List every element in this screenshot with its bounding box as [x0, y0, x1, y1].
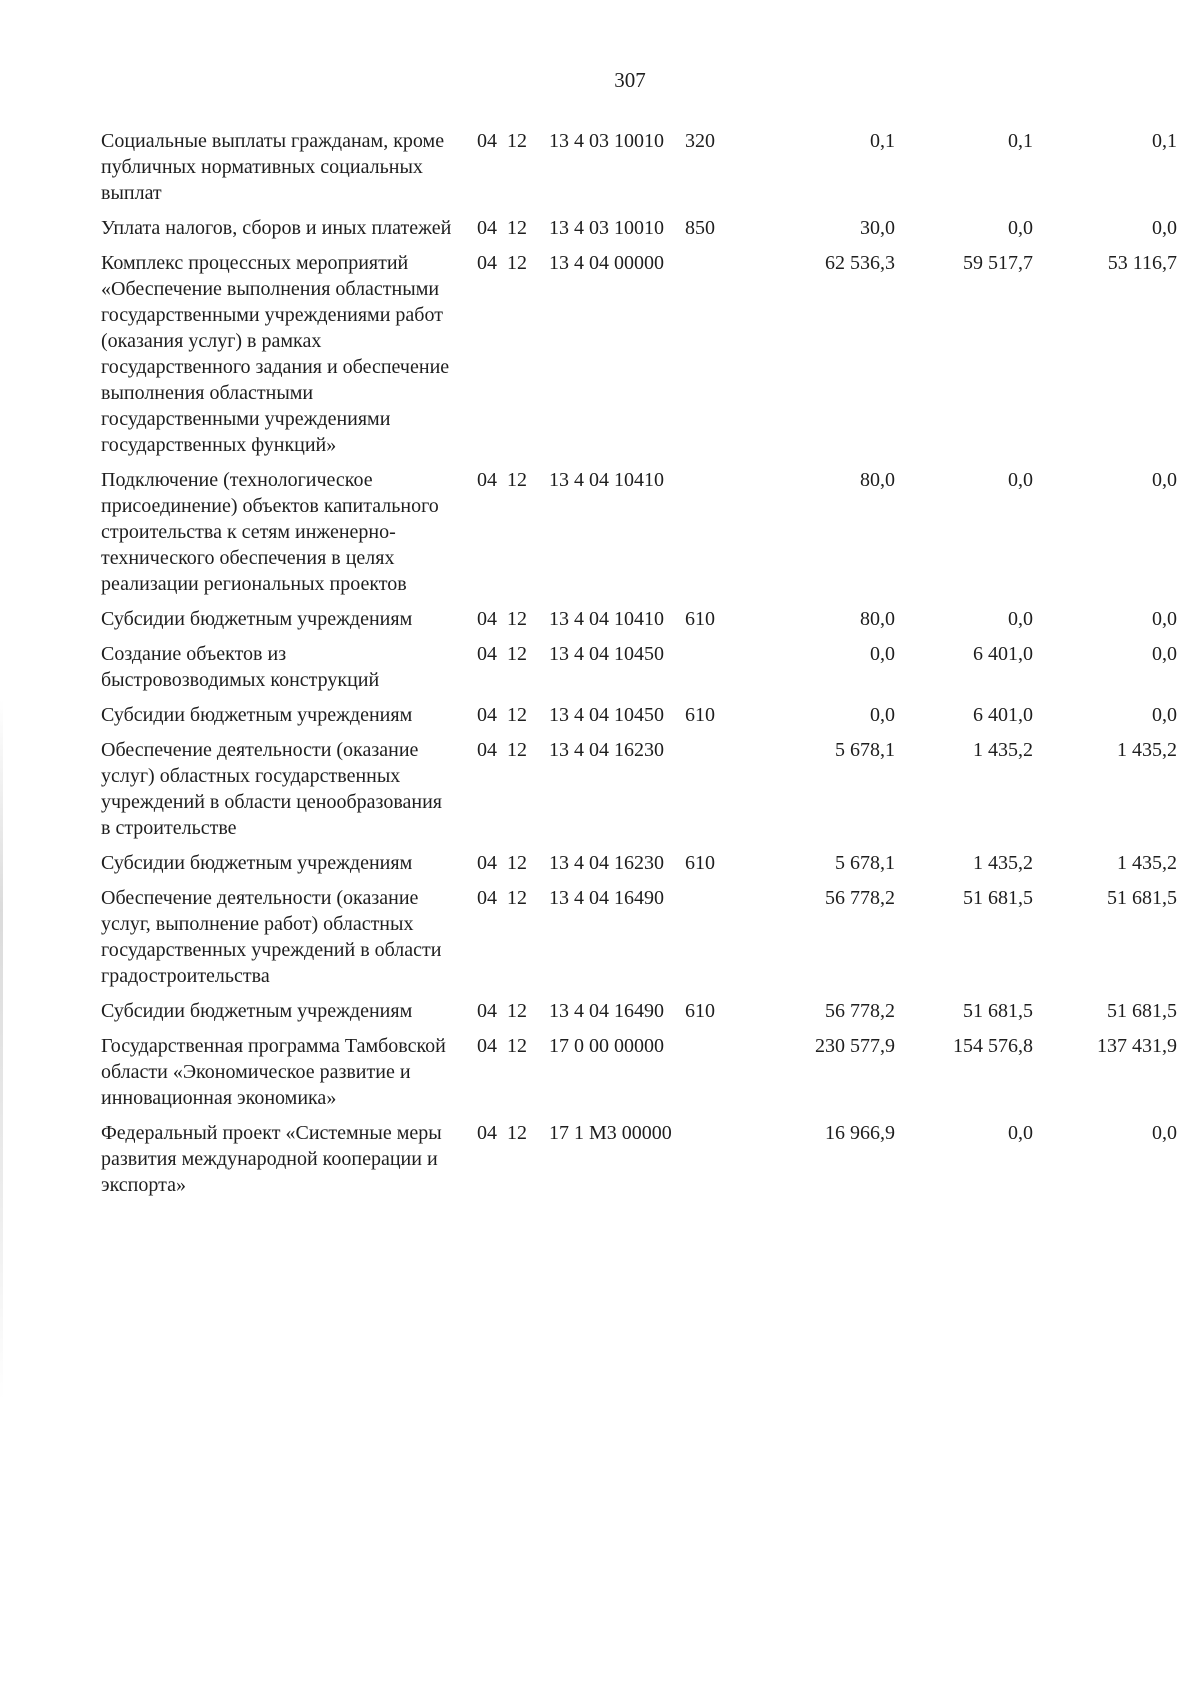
table-row — [101, 250, 1177, 467]
table-row — [101, 215, 1177, 250]
row-name: Социальные выплаты гражданам, кроме публичных нормативных социальных выплат — [101, 130, 445, 204]
subsection-code: 12 — [507, 1035, 527, 1057]
amount-year-2: 0,0 — [1008, 608, 1033, 630]
expense-type-code — [685, 1033, 755, 1120]
section-code: 04 — [477, 1000, 497, 1022]
table-row — [101, 1120, 1177, 1207]
expense-type-code: 320 — [685, 130, 715, 152]
amount-year-2: 51 681,5 — [963, 1000, 1033, 1022]
target-article-code: 13 4 03 10010 — [549, 217, 664, 239]
target-article-code: 13 4 04 10410 — [549, 608, 664, 630]
amount-year-1: 0,0 — [870, 704, 895, 726]
row-name: Уплата налогов, сборов и иных платежей — [101, 217, 452, 239]
expense-type-code — [685, 641, 755, 702]
target-article-code: 13 4 04 16230 — [549, 852, 664, 874]
table-row — [101, 998, 1177, 1033]
row-name: Государственная программа Тамбовской области «Экономическое развитие и инновационная экономика» — [101, 1035, 446, 1109]
subsection-code: 12 — [507, 643, 527, 665]
target-article-code: 13 4 04 16490 — [549, 1000, 664, 1022]
section-code: 04 — [477, 1035, 497, 1057]
amount-year-1: 0,0 — [870, 643, 895, 665]
subsection-code: 12 — [507, 1000, 527, 1022]
row-name: Субсидии бюджетным учреждениям — [101, 852, 413, 874]
target-article-code: 13 4 04 16490 — [549, 887, 664, 909]
amount-year-3: 0,0 — [1152, 608, 1177, 630]
row-name: Субсидии бюджетным учреждениям — [101, 1000, 413, 1022]
table-row — [101, 641, 1177, 702]
amount-year-1: 5 678,1 — [835, 739, 895, 761]
section-code: 04 — [477, 739, 497, 761]
table-row — [101, 850, 1177, 885]
amount-year-3: 53 116,7 — [1107, 252, 1177, 274]
subsection-code: 12 — [507, 130, 527, 152]
amount-year-1: 5 678,1 — [835, 852, 895, 874]
amount-year-3: 0,0 — [1152, 643, 1177, 665]
amount-year-1: 80,0 — [860, 608, 895, 630]
section-code: 04 — [477, 887, 497, 909]
amount-year-2: 6 401,0 — [973, 704, 1033, 726]
section-code: 04 — [477, 469, 497, 491]
section-code: 04 — [477, 1122, 497, 1144]
amount-year-2: 1 435,2 — [973, 739, 1033, 761]
target-article-code: 13 4 04 10450 — [549, 704, 664, 726]
section-code: 04 — [477, 852, 497, 874]
target-article-code: 17 1 M3 00000 — [549, 1122, 672, 1144]
row-name: Субсидии бюджетным учреждениям — [101, 608, 413, 630]
amount-year-3: 51 681,5 — [1107, 1000, 1177, 1022]
subsection-code: 12 — [507, 608, 527, 630]
target-article-code: 17 0 00 00000 — [549, 1035, 664, 1057]
subsection-code: 12 — [507, 217, 527, 239]
row-name: Создание объектов из быстровозводимых конструкций — [101, 643, 380, 691]
row-name: Подключение (технологическое присоединение) объектов капитального строительства к сетям инженерно-технического обеспечения в целях реализации региональных проектов — [101, 469, 439, 595]
amount-year-1: 56 778,2 — [825, 887, 895, 909]
table-row — [101, 737, 1177, 850]
amount-year-1: 230 577,9 — [815, 1035, 895, 1057]
section-code: 04 — [477, 217, 497, 239]
row-name: Субсидии бюджетным учреждениям — [101, 704, 413, 726]
table-row — [101, 467, 1177, 606]
row-name: Федеральный проект «Системные меры развития международной кооперации и экспорта» — [101, 1122, 442, 1196]
expense-type-code — [685, 467, 755, 606]
row-name: Обеспечение деятельности (оказание услуг) областных государственных учреждений в области ценообразования в строительстве — [101, 739, 442, 839]
subsection-code: 12 — [507, 1122, 527, 1144]
subsection-code: 12 — [507, 469, 527, 491]
expense-type-code — [685, 1120, 755, 1207]
expense-type-code: 610 — [685, 1000, 715, 1022]
expense-type-code: 850 — [685, 217, 715, 239]
amount-year-2: 1 435,2 — [973, 852, 1033, 874]
target-article-code: 13 4 04 10410 — [549, 469, 664, 491]
table-row — [101, 606, 1177, 641]
amount-year-2: 0,0 — [1008, 217, 1033, 239]
amount-year-3: 0,0 — [1152, 1122, 1177, 1144]
amount-year-3: 0,0 — [1152, 469, 1177, 491]
expense-type-code: 610 — [685, 852, 715, 874]
amount-year-3: 0,1 — [1152, 130, 1177, 152]
amount-year-3: 51 681,5 — [1107, 887, 1177, 909]
amount-year-3: 1 435,2 — [1117, 739, 1177, 761]
table-row — [101, 1033, 1177, 1120]
subsection-code: 12 — [507, 852, 527, 874]
amount-year-2: 0,0 — [1008, 1122, 1033, 1144]
amount-year-1: 0,1 — [870, 130, 895, 152]
amount-year-2: 59 517,7 — [963, 252, 1033, 274]
section-code: 04 — [477, 608, 497, 630]
amount-year-3: 0,0 — [1152, 217, 1177, 239]
subsection-code: 12 — [507, 887, 527, 909]
section-code: 04 — [477, 643, 497, 665]
table-row — [101, 885, 1177, 998]
target-article-code: 13 4 04 16230 — [549, 739, 664, 761]
expense-type-code — [685, 250, 755, 467]
expense-type-code — [685, 885, 755, 998]
target-article-code: 13 4 03 10010 — [549, 130, 664, 152]
amount-year-2: 6 401,0 — [973, 643, 1033, 665]
expense-type-code: 610 — [685, 608, 715, 630]
amount-year-1: 62 536,3 — [825, 252, 895, 274]
amount-year-2: 51 681,5 — [963, 887, 1033, 909]
amount-year-2: 154 576,8 — [953, 1035, 1033, 1057]
amount-year-3: 1 435,2 — [1117, 852, 1177, 874]
section-code: 04 — [477, 252, 497, 274]
amount-year-1: 56 778,2 — [825, 1000, 895, 1022]
subsection-code: 12 — [507, 252, 527, 274]
amount-year-1: 80,0 — [860, 469, 895, 491]
scan-margin-artifact — [0, 700, 3, 1400]
amount-year-2: 0,0 — [1008, 469, 1033, 491]
section-code: 04 — [477, 704, 497, 726]
amount-year-3: 137 431,9 — [1097, 1035, 1177, 1057]
subsection-code: 12 — [507, 739, 527, 761]
target-article-code: 13 4 04 00000 — [549, 252, 664, 274]
amount-year-2: 0,1 — [1008, 130, 1033, 152]
table-row — [101, 128, 1177, 215]
row-name: Комплекс процессных мероприятий «Обеспечение выполнения областными государственными учреждениями работ (оказания услуг) в рамках государственного задания и обеспечение выполнения областными государственными учреждениями государственных функций» — [101, 252, 450, 456]
budget-table — [101, 128, 1177, 1207]
expense-type-code — [685, 737, 755, 850]
subsection-code: 12 — [507, 704, 527, 726]
row-name: Обеспечение деятельности (оказание услуг, выполнение работ) областных государственных учреждений в области градостроительства — [101, 887, 442, 987]
target-article-code: 13 4 04 10450 — [549, 643, 664, 665]
table-body — [101, 128, 1177, 1207]
amount-year-1: 16 966,9 — [825, 1122, 895, 1144]
section-code: 04 — [477, 130, 497, 152]
amount-year-3: 0,0 — [1152, 704, 1177, 726]
page-number: 307 — [614, 68, 646, 92]
expense-type-code: 610 — [685, 704, 715, 726]
amount-year-1: 30,0 — [860, 217, 895, 239]
table-row — [101, 702, 1177, 737]
